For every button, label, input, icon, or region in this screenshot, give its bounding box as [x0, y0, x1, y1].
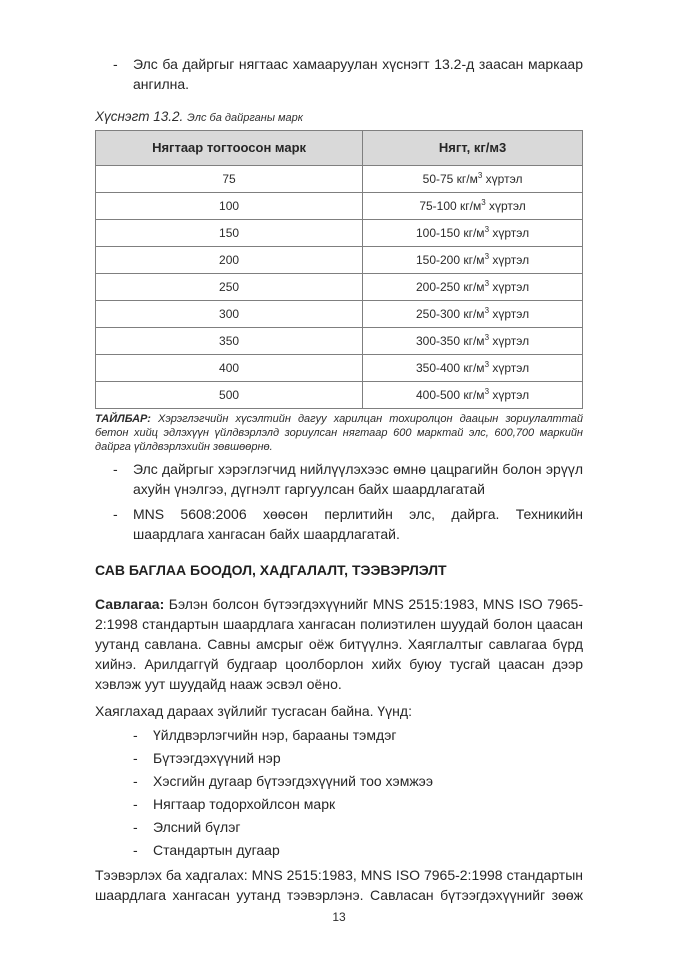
mark-cell: 350	[96, 328, 363, 355]
header-density-column: Нягт, кг/м3	[363, 131, 583, 166]
packing-lead: Савлагаа:	[95, 596, 165, 612]
transport-paragraph: Тээвэрлэх ба хадгалах: MNS 2515:1983, MNS ISO 7965-2:1998 стандартын шаардлага хангасан уутанд тээвэрлэнэ. Савласан бүтээгдэхүүнийг зөөж	[95, 867, 583, 903]
density-cell: 50-75 $кг/м^3$ хүртэл	[363, 166, 583, 193]
note-text: Хэрэглэгчийн хүсэлтийн дагуу харилцан тохиролцон даацын зориулалттай бетон хийц эдлэхүүн үйлдвэрлэлд зориулсан нягтаар 600 марктай элс, 600,700 маркийн дайрга үйлдвэрлэхийн зөвшөөрнө.	[95, 413, 583, 453]
mark-cell: 200	[96, 247, 363, 274]
table-caption-title: Элс ба дайрганы марк	[187, 112, 303, 124]
density-cell: 350-400 $кг/м^3$ хүртэл	[363, 355, 583, 382]
bullet-dash: -	[133, 842, 138, 858]
note-label: ТАЙЛБАР:	[95, 413, 151, 425]
mark-cell: 100	[96, 193, 363, 220]
list-item	[95, 725, 583, 745]
table-row	[96, 274, 583, 301]
mark-cell: 250	[96, 274, 363, 301]
list-item-text: Стандартын дугаар	[153, 842, 280, 858]
table-row	[96, 247, 583, 274]
table-body	[96, 166, 583, 409]
list-item	[95, 794, 583, 814]
density-cell: 75-100 $кг/м^3$ хүртэл	[363, 193, 583, 220]
table-head	[96, 131, 583, 166]
list-item-text: Үйлдвэрлэгчийн нэр, барааны тэмдэг	[153, 727, 397, 743]
list-item-text: Бүтээгдэхүүний нэр	[153, 750, 281, 766]
labeling-intro: Хаяглахад дараах зүйлийг тусгасан байна. Үүнд:	[95, 703, 412, 719]
table-caption-label: Хүснэгт 13.2.	[95, 109, 184, 124]
list-item-text: Нягтаар тодорхойлсон марк	[153, 796, 336, 812]
mark-cell: 400	[96, 355, 363, 382]
packing-text: Бэлэн болсон бүтээгдэхүүнийг MNS 2515:1983, MNS ISO 7965-2:1998 стандартын шаардлага хангасан полиэтилен шуудай болон цаасан уутанд савлана. Савны амсрыг оёж битүүлнэ. Хаяглалтыг савлагаа бүрд хийнэ. Арилдаггүй будгаар цоолборлон хийх буюу тусгай цаасан дээр хэвлэж уут шуудайд нааж эсвэл оёно.	[95, 596, 583, 692]
bullet-dash: -	[133, 819, 138, 835]
table-note	[95, 412, 583, 454]
requirement-bullet-item	[95, 459, 583, 499]
intro-bullet-item	[95, 54, 583, 94]
section-heading: САВ БАГЛАА БООДОЛ, ХАДГАЛАЛТ, ТЭЭВЭРЛЭЛТ	[95, 562, 447, 578]
density-cell: 300-350 $кг/м^3$ хүртэл	[363, 328, 583, 355]
density-cell: 150-200 $кг/м^3$ хүртэл	[363, 247, 583, 274]
table-caption	[95, 106, 583, 128]
packing-paragraph	[95, 594, 583, 694]
mark-cell: 150	[96, 220, 363, 247]
table-row	[96, 301, 583, 328]
list-item	[95, 771, 583, 791]
list-item-text: Хэсгийн дугаар бүтээгдэхүүний тоо хэмжээ	[153, 773, 433, 789]
mark-cell: 500	[96, 382, 363, 409]
list-item	[95, 840, 583, 860]
bullet-dash: -	[133, 750, 138, 766]
table-row	[96, 166, 583, 193]
requirement-bullet-text: Элс дайргыг хэрэглэгчид нийлүүлэхээс өмнө цацрагийн болон эрүүл ахуйн үнэлгээ, дүгнэлт гаргуулсан байх шаардлагатай	[133, 461, 583, 497]
bullet-dash: -	[113, 56, 118, 72]
list-item-text: Элсний бүлэг	[153, 819, 241, 835]
intro-bullet-text: Элс ба дайргыг нягтаас хамааруулан хүснэгт 13.2-д заасан маркаар ангилна.	[133, 56, 583, 92]
density-cell: 250-300 $кг/м^3$ хүртэл	[363, 301, 583, 328]
bullet-dash: -	[133, 773, 138, 789]
requirement-bullet-item	[95, 504, 583, 544]
label-checklist	[95, 725, 583, 860]
density-cell: 400-500 $кг/м^3$ хүртэл	[363, 382, 583, 409]
density-mark-table	[95, 130, 583, 409]
bullet-dash: -	[113, 461, 118, 477]
density-cell: 200-250 $кг/м^3$ хүртэл	[363, 274, 583, 301]
mark-cell: 75	[96, 166, 363, 193]
bullet-dash: -	[113, 506, 118, 522]
requirement-bullet-text: MNS 5608:2006 хөөсөн перлитийн элс, дайрга. Техникийн шаардлага хангасан байх шаардлагатай.	[133, 506, 583, 542]
table-row	[96, 355, 583, 382]
table-row	[96, 220, 583, 247]
bullet-dash: -	[133, 796, 138, 812]
density-cell: 100-150 $кг/м^3$ хүртэл	[363, 220, 583, 247]
header-mark-column: Нягтаар тогтоосон марк	[96, 131, 363, 166]
list-item	[95, 748, 583, 768]
list-item	[95, 817, 583, 837]
page-number: 13	[332, 910, 346, 924]
mark-cell: 300	[96, 301, 363, 328]
bullet-dash: -	[133, 727, 138, 743]
table-row	[96, 193, 583, 220]
table-row	[96, 382, 583, 409]
table-header-row	[96, 131, 583, 166]
table-row	[96, 328, 583, 355]
